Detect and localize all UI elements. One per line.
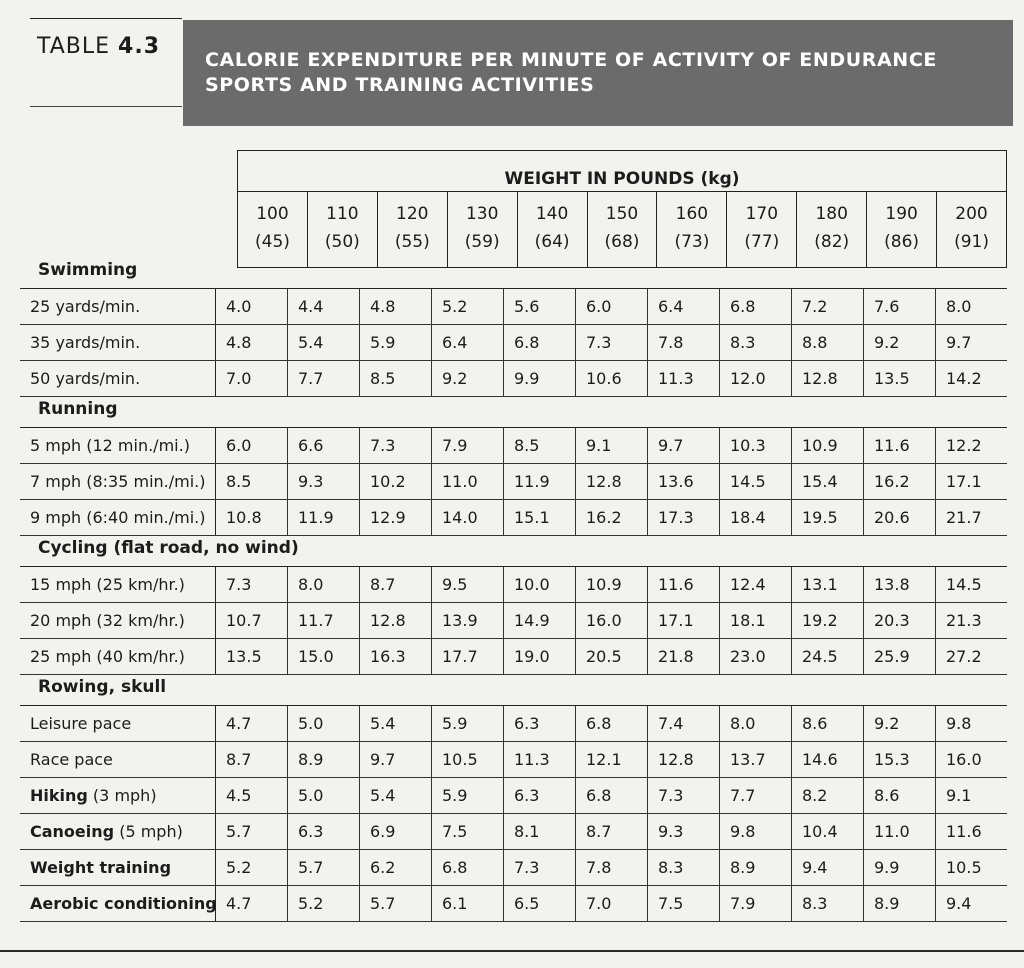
value-cell: 4.8 <box>216 325 288 360</box>
value-cell: 6.8 <box>504 325 576 360</box>
value-cell: 5.7 <box>360 886 432 921</box>
value-cell: 9.3 <box>648 814 720 849</box>
value-cell: 8.9 <box>864 886 936 921</box>
value-cell: 8.7 <box>216 742 288 777</box>
value-cell: 9.4 <box>792 850 864 885</box>
value-cell: 14.5 <box>720 464 792 499</box>
value-cell: 7.0 <box>216 361 288 396</box>
table-row <box>20 325 1007 361</box>
value-cell: 13.1 <box>792 567 864 602</box>
value-cell: 25.9 <box>864 639 936 674</box>
value-cell: 6.9 <box>360 814 432 849</box>
row-label: 35 yards/min. <box>20 325 216 360</box>
table-row <box>20 742 1007 778</box>
value-cell: 7.2 <box>792 289 864 324</box>
weight-lb: 110 <box>326 204 359 224</box>
value-cell: 5.2 <box>216 850 288 885</box>
value-cell: 12.4 <box>720 567 792 602</box>
value-cell: 10.5 <box>432 742 504 777</box>
weight-column <box>588 192 658 268</box>
value-cell: 17.1 <box>648 603 720 638</box>
table-title <box>183 20 1013 126</box>
value-cell: 15.3 <box>864 742 936 777</box>
value-cell: 14.0 <box>432 500 504 535</box>
weight-kg: (91) <box>954 232 989 252</box>
value-cell: 5.7 <box>216 814 288 849</box>
value-cell: 5.4 <box>360 706 432 741</box>
value-cell: 9.9 <box>864 850 936 885</box>
value-cell: 7.5 <box>648 886 720 921</box>
value-cell: 19.0 <box>504 639 576 674</box>
row-label: Race pace <box>20 742 216 777</box>
value-cell: 9.4 <box>946 894 972 913</box>
value-cell: 20.5 <box>576 639 648 674</box>
value-cell: 8.6 <box>864 778 936 813</box>
table-row <box>20 464 1007 500</box>
value-cell: 5.9 <box>360 325 432 360</box>
weight-kg: (86) <box>884 232 920 252</box>
weight-lb: 130 <box>465 204 499 224</box>
value-cell: 5.0 <box>288 778 360 813</box>
table-row <box>20 706 1007 742</box>
row-label: 15 mph (25 km/hr.) <box>20 567 216 602</box>
value-cell: 10.5 <box>946 858 982 877</box>
value-cell: 6.8 <box>576 706 648 741</box>
value-cell: 4.4 <box>288 289 360 324</box>
value-cell: 18.1 <box>720 603 792 638</box>
section-heading: Cycling (flat road, no wind) <box>20 536 1007 567</box>
value-cell: 4.8 <box>360 289 432 324</box>
value-cell: 8.1 <box>504 814 576 849</box>
weight-lb: 190 <box>885 204 918 224</box>
value-cell: 7.0 <box>576 886 648 921</box>
weight-lb: 180 <box>815 204 848 224</box>
row-label: 25 mph (40 km/hr.) <box>20 639 216 674</box>
value-cell: 15.0 <box>288 639 360 674</box>
value-cell: 7.5 <box>432 814 504 849</box>
value-cell: 8.5 <box>216 464 288 499</box>
value-cell: 16.2 <box>864 464 936 499</box>
value-cell: 8.6 <box>792 706 864 741</box>
value-cell: 6.4 <box>432 325 504 360</box>
value-cell: 9.8 <box>946 714 972 733</box>
value-cell: 16.2 <box>576 500 648 535</box>
weight-kg: (73) <box>674 232 710 252</box>
weight-title: WEIGHT IN POUNDS (kg) <box>504 169 740 189</box>
value-cell: 15.1 <box>504 500 576 535</box>
value-cell: 6.2 <box>360 850 432 885</box>
row-label: 7 mph (8:35 min./mi.) <box>20 464 216 499</box>
table-row <box>20 814 1007 850</box>
weight-column <box>448 192 518 268</box>
title-line-1: CALORIE EXPENDITURE PER MINUTE OF ACTIVITY OF ENDURANCE <box>205 49 937 71</box>
section-heading: Swimming <box>20 258 1007 289</box>
value-cell: 21.3 <box>946 611 982 630</box>
section-heading: Running <box>20 397 1007 428</box>
value-cell: 10.0 <box>504 567 576 602</box>
value-cell: 10.9 <box>576 567 648 602</box>
weight-kg: (45) <box>255 232 290 252</box>
value-cell: 8.0 <box>288 567 360 602</box>
weight-column <box>308 192 378 268</box>
value-cell: 10.6 <box>576 361 648 396</box>
value-cell: 4.7 <box>216 886 288 921</box>
row-label <box>20 850 216 885</box>
value-cell: 8.3 <box>720 325 792 360</box>
value-cell: 10.8 <box>216 500 288 535</box>
value-cell: 5.9 <box>432 706 504 741</box>
calorie-table <box>20 258 1007 922</box>
value-cell: 10.3 <box>720 428 792 463</box>
value-cell: 5.4 <box>360 778 432 813</box>
table-row <box>20 361 1007 397</box>
value-cell: 11.3 <box>504 742 576 777</box>
value-cell: 14.5 <box>946 575 982 594</box>
row-label: 20 mph (32 km/hr.) <box>20 603 216 638</box>
table-prefix: TABLE <box>37 34 119 59</box>
value-cell: 8.7 <box>576 814 648 849</box>
value-cell: 6.3 <box>288 814 360 849</box>
value-cell: 12.8 <box>648 742 720 777</box>
value-cell: 19.2 <box>792 603 864 638</box>
value-cell: 8.8 <box>792 325 864 360</box>
value-cell: 7.4 <box>648 706 720 741</box>
value-cell: 11.6 <box>864 428 936 463</box>
value-cell: 10.2 <box>360 464 432 499</box>
value-cell: 13.5 <box>864 361 936 396</box>
weight-column <box>727 192 797 268</box>
value-cell: 7.8 <box>576 850 648 885</box>
value-cell: 11.0 <box>432 464 504 499</box>
value-cell: 11.9 <box>288 500 360 535</box>
value-cell: 13.7 <box>720 742 792 777</box>
value-cell: 7.3 <box>216 567 288 602</box>
value-cell: 6.3 <box>504 706 576 741</box>
weight-column <box>238 192 308 268</box>
value-cell: 10.4 <box>792 814 864 849</box>
row-label: 5 mph (12 min./mi.) <box>20 428 216 463</box>
table-row <box>20 639 1007 675</box>
weight-column <box>657 192 727 268</box>
table-row <box>20 778 1007 814</box>
weight-lb: 100 <box>256 204 289 224</box>
value-cell: 6.5 <box>504 886 576 921</box>
value-cell: 5.7 <box>288 850 360 885</box>
value-cell: 13.6 <box>648 464 720 499</box>
value-cell: 9.2 <box>864 706 936 741</box>
value-cell: 16.0 <box>576 603 648 638</box>
value-cell: 9.7 <box>360 742 432 777</box>
value-cell: 6.1 <box>432 886 504 921</box>
table-row <box>20 850 1007 886</box>
section-heading: Rowing, skull <box>20 675 1007 706</box>
value-cell: 12.0 <box>720 361 792 396</box>
weight-lb: 150 <box>605 204 639 224</box>
value-cell: 13.8 <box>864 567 936 602</box>
value-cell: 5.2 <box>288 886 360 921</box>
value-cell: 18.4 <box>720 500 792 535</box>
value-cell: 5.0 <box>288 706 360 741</box>
weight-column <box>867 192 937 268</box>
value-cell: 16.3 <box>360 639 432 674</box>
weight-kg: (64) <box>534 232 570 252</box>
weight-kg: (59) <box>464 232 500 252</box>
table-label <box>37 34 160 59</box>
value-cell: 7.9 <box>432 428 504 463</box>
row-label: 9 mph (6:40 min./mi.) <box>20 500 216 535</box>
value-cell: 12.9 <box>360 500 432 535</box>
weight-kg: (77) <box>744 232 780 252</box>
bottom-rule <box>0 950 1024 952</box>
value-cell: 4.7 <box>216 706 288 741</box>
value-cell: 5.9 <box>432 778 504 813</box>
row-label <box>20 814 216 849</box>
row-label: 50 yards/min. <box>20 361 216 396</box>
table-row <box>20 567 1007 603</box>
value-cell: 24.5 <box>792 639 864 674</box>
weight-header <box>237 150 1007 268</box>
value-cell: 11.7 <box>288 603 360 638</box>
value-cell: 8.2 <box>792 778 864 813</box>
value-cell: 7.7 <box>288 361 360 396</box>
value-cell: 10.7 <box>216 603 288 638</box>
value-cell: 8.9 <box>720 850 792 885</box>
value-cell: 5.2 <box>432 289 504 324</box>
value-cell: 9.2 <box>432 361 504 396</box>
value-cell: 8.3 <box>648 850 720 885</box>
value-cell: 7.3 <box>648 778 720 813</box>
value-cell: 8.9 <box>288 742 360 777</box>
weight-lb: 200 <box>955 204 988 224</box>
weight-lb: 120 <box>396 204 429 224</box>
value-cell: 8.0 <box>946 297 972 316</box>
weight-lb: 140 <box>535 204 569 224</box>
row-label <box>20 886 216 921</box>
value-cell: 6.8 <box>432 850 504 885</box>
row-label-bold: Canoeing <box>30 822 115 841</box>
value-cell: 14.2 <box>946 369 982 388</box>
value-cell: 7.7 <box>720 778 792 813</box>
value-cell: 6.0 <box>216 428 288 463</box>
value-cell: 17.1 <box>946 472 982 491</box>
value-cell: 11.3 <box>648 361 720 396</box>
weight-column <box>797 192 867 268</box>
value-cell: 14.9 <box>504 603 576 638</box>
value-cell: 17.7 <box>432 639 504 674</box>
value-cell: 6.4 <box>648 289 720 324</box>
weight-lb: 170 <box>745 204 779 224</box>
weight-columns <box>238 191 1006 268</box>
value-cell: 7.3 <box>504 850 576 885</box>
value-cell: 8.0 <box>720 706 792 741</box>
value-cell: 11.6 <box>648 567 720 602</box>
value-cell: 12.8 <box>792 361 864 396</box>
value-cell: 7.6 <box>864 289 936 324</box>
row-label-bold: Aerobic conditioning <box>30 894 217 913</box>
value-cell: 12.8 <box>360 603 432 638</box>
value-cell: 12.8 <box>576 464 648 499</box>
weight-kg: (50) <box>324 232 360 252</box>
label-rule <box>30 106 182 107</box>
value-cell: 6.0 <box>576 289 648 324</box>
value-cell: 9.8 <box>720 814 792 849</box>
value-cell: 12.1 <box>576 742 648 777</box>
value-cell: 21.8 <box>648 639 720 674</box>
value-cell: 7.8 <box>648 325 720 360</box>
value-cell: 4.0 <box>216 289 288 324</box>
value-cell: 13.9 <box>432 603 504 638</box>
value-cell: 9.7 <box>946 333 972 352</box>
value-cell: 16.0 <box>946 750 982 769</box>
value-cell: 8.5 <box>504 428 576 463</box>
value-cell: 14.6 <box>792 742 864 777</box>
row-label-rest: (3 mph) <box>87 786 157 805</box>
row-label: 25 yards/min. <box>20 289 216 324</box>
value-cell: 15.4 <box>792 464 864 499</box>
value-cell: 6.3 <box>504 778 576 813</box>
value-cell: 11.6 <box>946 822 982 841</box>
row-label-bold: Weight training <box>30 858 172 877</box>
value-cell: 27.2 <box>946 647 982 666</box>
value-cell: 9.1 <box>946 786 972 805</box>
value-cell: 9.1 <box>576 428 648 463</box>
value-cell: 9.2 <box>864 325 936 360</box>
value-cell: 5.6 <box>504 289 576 324</box>
table-row <box>20 428 1007 464</box>
value-cell: 17.3 <box>648 500 720 535</box>
value-cell: 11.9 <box>504 464 576 499</box>
weight-column <box>937 192 1006 268</box>
value-cell: 11.0 <box>864 814 936 849</box>
table-row <box>20 289 1007 325</box>
value-cell: 8.5 <box>360 361 432 396</box>
value-cell: 9.9 <box>504 361 576 396</box>
value-cell: 7.9 <box>720 886 792 921</box>
value-cell: 20.3 <box>864 603 936 638</box>
table-number: 4.3 <box>118 34 161 59</box>
value-cell: 13.5 <box>216 639 288 674</box>
value-cell: 9.5 <box>432 567 504 602</box>
value-cell: 12.2 <box>946 436 982 455</box>
weight-kg: (82) <box>814 232 850 252</box>
value-cell: 8.7 <box>360 567 432 602</box>
table-row <box>20 603 1007 639</box>
weight-kg: (55) <box>394 232 430 252</box>
row-label: Leisure pace <box>20 706 216 741</box>
table-row <box>20 500 1007 536</box>
value-cell: 6.8 <box>576 778 648 813</box>
weight-lb: 160 <box>675 204 709 224</box>
title-line-2: SPORTS AND TRAINING ACTIVITIES <box>205 74 595 96</box>
value-cell: 7.3 <box>360 428 432 463</box>
value-cell: 19.5 <box>792 500 864 535</box>
top-rule <box>30 18 182 19</box>
value-cell: 6.8 <box>720 289 792 324</box>
weight-kg: (68) <box>604 232 640 252</box>
value-cell: 9.7 <box>648 428 720 463</box>
value-cell: 10.9 <box>792 428 864 463</box>
table-row <box>20 886 1007 922</box>
value-cell: 23.0 <box>720 639 792 674</box>
value-cell: 6.6 <box>288 428 360 463</box>
row-label-bold: Hiking <box>30 786 88 805</box>
value-cell: 5.4 <box>288 325 360 360</box>
row-label-rest: (5 mph) <box>114 822 183 841</box>
row-label <box>20 778 216 813</box>
weight-column <box>518 192 588 268</box>
weight-column <box>378 192 448 268</box>
value-cell: 8.3 <box>792 886 864 921</box>
value-cell: 9.3 <box>288 464 360 499</box>
value-cell: 4.5 <box>216 778 288 813</box>
value-cell: 7.3 <box>576 325 648 360</box>
value-cell: 21.7 <box>946 508 982 527</box>
value-cell: 20.6 <box>864 500 936 535</box>
